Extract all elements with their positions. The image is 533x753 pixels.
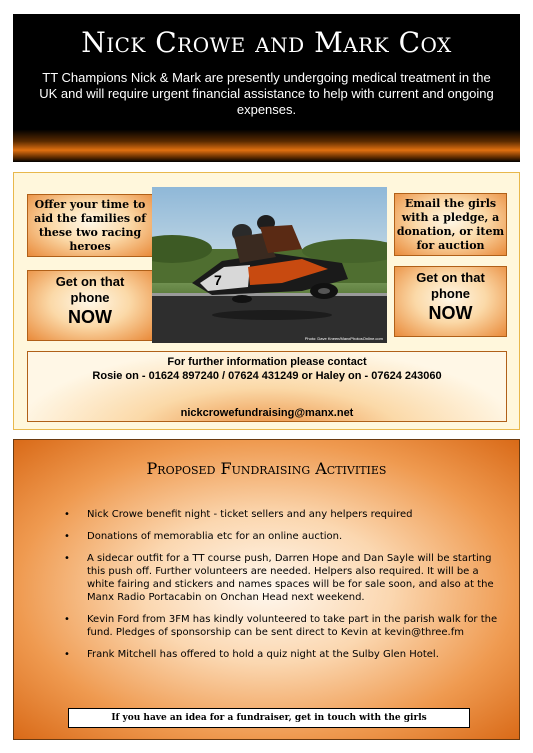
phone-line: Get on that (416, 270, 485, 285)
wheel-hub (318, 288, 330, 294)
page-title: Nick Crowe and Mark Cox (81, 26, 452, 59)
email-line: Email the girls (404, 197, 497, 210)
activities-panel (13, 439, 520, 740)
email-pledge-box (394, 193, 507, 256)
phone-now-box-left (27, 270, 153, 341)
contact-heading: For further information please contact (167, 356, 367, 368)
front-wheel (232, 295, 252, 303)
list-item: • Donations of memorablia etc for an online auction. (64, 530, 500, 543)
race-number: 7 (214, 272, 222, 288)
contact-box (27, 351, 507, 422)
kerb (152, 293, 387, 296)
offer-line: these two racing (38, 226, 142, 239)
email-line: for auction (416, 239, 485, 252)
offer-line: Offer your time to (34, 198, 146, 211)
phone-line: phone (70, 290, 110, 305)
offer-line: aid the families of (34, 212, 146, 225)
email-line: with a pledge, a (401, 211, 500, 224)
phone-line: Get on that (55, 274, 125, 289)
phone-now-box-right (394, 266, 507, 337)
now-text: NOW (428, 303, 473, 323)
phone-line: phone (431, 286, 470, 301)
offer-line: heroes (69, 240, 111, 253)
header-description: TT Champions Nick & Mark are presently undergoing medical treatment in the UK and will require urgent financial assistance to help with current and ongoing expenses. (39, 70, 494, 117)
email-line: donation, or item (396, 225, 505, 238)
photo-credit: Photo: Dave Kneen/ManxPhotosOnline.com (304, 336, 383, 341)
sidecar-racing-photo (152, 187, 387, 343)
list-item: • A sidecar outfit for a TT course push, Darren Hope and Dan Sayle will be starting this push off. Further volunteers are needed. Helpers also required. It will be a white fairing and stickers and names spaces will be for sale soon, and also at the Manx Radio Portacabin on Onchan Head next weekend. (64, 552, 500, 604)
activities-list (64, 508, 500, 670)
activities-title: Proposed Fundraising Activities (146, 459, 387, 478)
list-item: • Nick Crowe benefit night - ticket sellers and any helpers required (64, 508, 500, 521)
contact-email[interactable]: nickcrowefundraising@manx.net (180, 407, 354, 419)
offer-time-box (27, 194, 153, 257)
info-panel (13, 172, 520, 430)
list-item: • Kevin Ford from 3FM has kindly volunteered to take part in the parish walk for the fund. Pledges of sponsorship can be sent direct to Kevin at kevin@three.fm (64, 613, 500, 639)
shadow (212, 310, 332, 320)
list-item: • Frank Mitchell has offered to hold a quiz night at the Sulby Glen Hotel. (64, 648, 500, 661)
contact-phone-numbers: Rosie on - 01624 897240 / 07624 431249 or Haley on - 07624 243060 (92, 370, 442, 382)
now-text: NOW (68, 307, 112, 327)
header-banner (13, 14, 520, 162)
sidecar-illustration (152, 187, 387, 343)
footer-banner: If you have an idea for a fundraiser, get in touch with the girls (68, 708, 470, 728)
